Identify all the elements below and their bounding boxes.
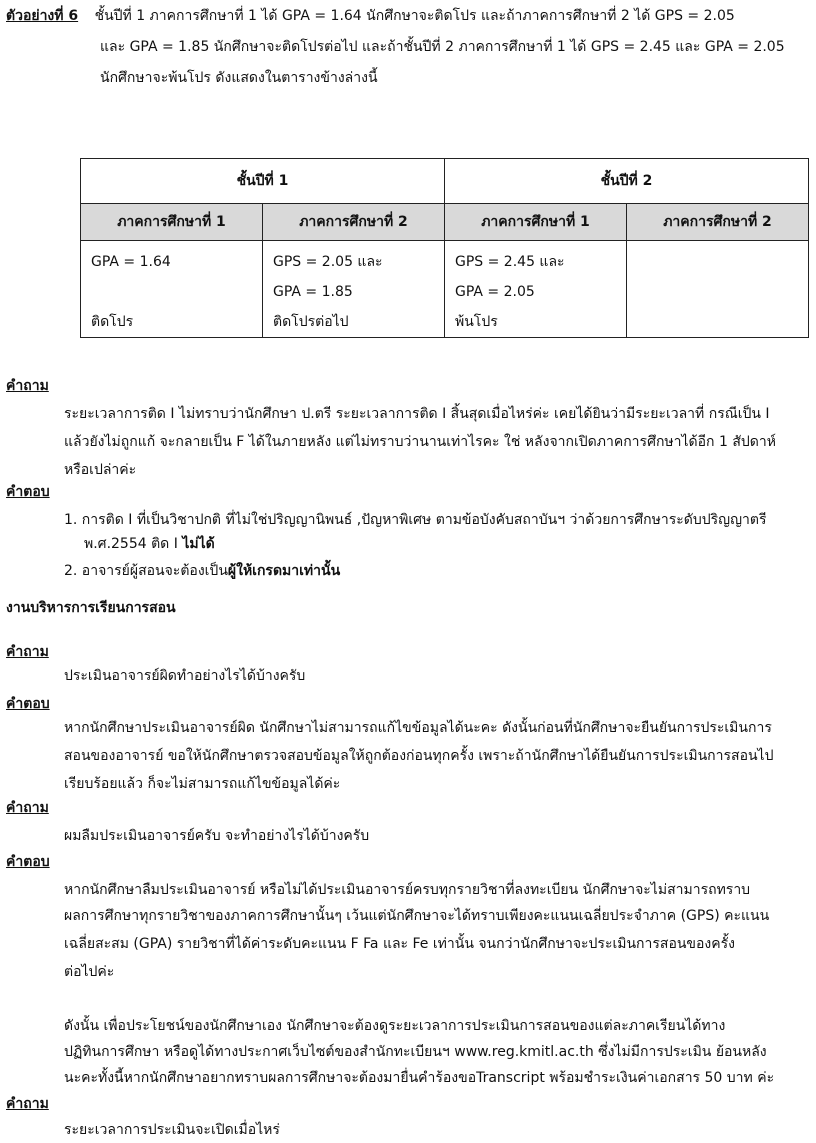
question-label: คำถาม [6, 378, 49, 394]
answer-text-line [84, 534, 215, 554]
answer-text-emphasis: ไม่ได้ [182, 536, 215, 552]
answer-text-line: เฉลี่ยสะสม (GPA) รายวิชาที่ได้ค่าระดับคะแนน F Fa และ Fe เท่านั้น จนกว่านักศึกษาจะประเมินการสอนของครั้ง [64, 936, 735, 952]
answer-text-part: 2. อาจารย์ผู้สอนจะต้องเป็น [64, 563, 228, 579]
cell-line: GPA = 1.85 [273, 284, 353, 300]
answer-text-line: ต่อไปค่ะ [64, 964, 115, 980]
answer-text-line: สอนของอาจารย์ ขอให้นักศึกษาตรวจสอบข้อมูลให้ถูกต้องก่อนทุกครั้ง เพราะถ้านักศึกษาได้ยืนยันการประเมินการสอนไป [64, 748, 774, 764]
answer-text-line: หากนักศึกษาลืมประเมินอาจารย์ หรือไม่ได้ประเมินอาจารย์ครบทุกรายวิชาที่ลงทะเบียน นักศึกษาจะไม่สามารถทราบ [64, 882, 751, 898]
year-2-header: ชั้นปีที่ 2 [445, 159, 809, 204]
table-cell [263, 241, 445, 338]
example-label: ตัวอย่างที่ 6 [6, 8, 79, 24]
cell-line [637, 277, 798, 307]
cell-line [637, 247, 798, 277]
term-header: ภาคการศึกษาที่ 1 [81, 204, 263, 241]
question-label: คำถาม [6, 1096, 49, 1112]
table-cell [81, 241, 263, 338]
question-text-line: ผมลืมประเมินอาจารย์ครับ จะทำอย่างไรได้บ้างครับ [64, 828, 370, 844]
answer-text-line: ดังนั้น เพื่อประโยชน์ของนักศึกษาเอง นักศึกษาจะต้องดูระยะเวลาการประเมินการสอนของแต่ละภาคเรียนได้ทาง [64, 1018, 726, 1034]
cell-line [637, 307, 798, 337]
answer-text-emphasis: ผู้ให้เกรดมาเท่านั้น [227, 563, 341, 579]
cell-line: GPS = 2.05 และ [273, 254, 383, 270]
cell-line: GPS = 2.45 และ [455, 254, 565, 270]
example-intro-line-2: และ GPA = 1.85 นักศึกษาจะติดโปรต่อไป และถ้าชั้นปีที่ 2 ภาคการศึกษาที่ 1 ได้ GPS = 2.45 และ GPA = 2.05 [100, 39, 785, 55]
question-text-line: ระยะเวลาการติด I ไม่ทราบว่านักศึกษา ป.ตรี ระยะเวลาการติด I สิ้นสุดเมื่อไหร่ค่ะ เคยได้ยินว่ามีระยะเวลาที่ กรณีเป็น I [64, 406, 770, 422]
term-header: ภาคการศึกษาที่ 2 [263, 204, 445, 241]
question-label: คำถาม [6, 800, 49, 816]
term-header: ภาคการศึกษาที่ 1 [445, 204, 627, 241]
question-text-line: หรือเปล่าค่ะ [64, 462, 137, 478]
cell-line: ติดโปรต่อไป [273, 314, 349, 330]
term-header: ภาคการศึกษาที่ 2 [627, 204, 809, 241]
cell-line: ติดโปร [91, 314, 134, 330]
cell-line: GPA = 2.05 [455, 284, 535, 300]
example-intro-line-3: นักศึกษาจะพ้นโปร ดังแสดงในตารางข้างล่างนี้ [100, 70, 378, 86]
answer-text-line: นะคะทั้งนี้หากนักศึกษาอยากทราบผลการศึกษาจะต้องมายื่นคำร้องขอTranscript พร้อมชำระเงินค่าเอกสาร 50 บาท ค่ะ [64, 1070, 775, 1086]
cell-line [91, 277, 252, 307]
answer-text-line [64, 561, 340, 581]
section-title: งานบริหารการเรียนการสอน [6, 600, 176, 616]
answer-label: คำตอบ [6, 696, 50, 712]
answer-text-line: เรียบร้อยแล้ว ก็จะไม่สามารถแก้ไขข้อมูลได้ค่ะ [64, 776, 341, 792]
answer-text-line: ปฏิทินการศึกษา หรือดูได้ทางประกาศเว็บไซต์ของสำนักทะเบียนฯ www.reg.kmitl.ac.th ซึ่งไม่มีการประเมิน ย้อนหลัง [64, 1044, 767, 1060]
table-cell [445, 241, 627, 338]
question-text-line: แล้วยังไม่ถูกแก้ จะกลายเป็น F ได้ในภายหลัง แต่ไม่ทราบว่านานเท่าไรคะ ใช่ หลังจากเปิดภาคการศึกษาได้อีก 1 สัปดาห์ [64, 434, 776, 450]
question-text-line: ระยะเวลาการประเมินจะเปิดเมื่อไหร่ [64, 1122, 280, 1138]
cell-line: GPA = 1.64 [91, 254, 171, 270]
question-text-line: ประเมินอาจารย์ผิดทำอย่างไรได้บ้างครับ [64, 668, 306, 684]
year-1-header: ชั้นปีที่ 1 [81, 159, 445, 204]
answer-text-line: หากนักศึกษาประเมินอาจารย์ผิด นักศึกษาไม่สามารถแก้ไขข้อมูลได้นะคะ ดังนั้นก่อนที่นักศึกษาจะยืนยันการประเมินการ [64, 720, 772, 736]
answer-label: คำตอบ [6, 854, 50, 870]
answer-text-line: 1. การติด I ที่เป็นวิชาปกติ ที่ไม่ใช่ปริญญานิพนธ์ ,ปัญหาพิเศษ ตามข้อบังคับสถาบันฯ ว่าด้วยการศึกษาระดับปริญญาตรี [64, 512, 767, 528]
cell-line: พ้นโปร [455, 314, 498, 330]
example-intro-line-1 [6, 6, 735, 26]
answer-text-part: พ.ศ.2554 ติด I [84, 536, 183, 552]
question-label: คำถาม [6, 644, 49, 660]
example-text-1: ชั้นปีที่ 1 ภาคการศึกษาที่ 1 ได้ GPA = 1.64 นักศึกษาจะติดโปร และถ้าภาคการศึกษาที่ 2 ได้ GPS = 2.05 [94, 8, 735, 24]
probation-table [80, 158, 809, 338]
answer-label: คำตอบ [6, 484, 50, 500]
answer-text-line: ผลการศึกษาทุกรายวิชาของภาคการศึกษานั้นๆ เว้นแต่นักศึกษาจะได้ทราบเพียงคะแนนเฉลี่ยประจำภาค (GPS) คะแนน [64, 908, 770, 924]
table-cell [627, 241, 809, 338]
